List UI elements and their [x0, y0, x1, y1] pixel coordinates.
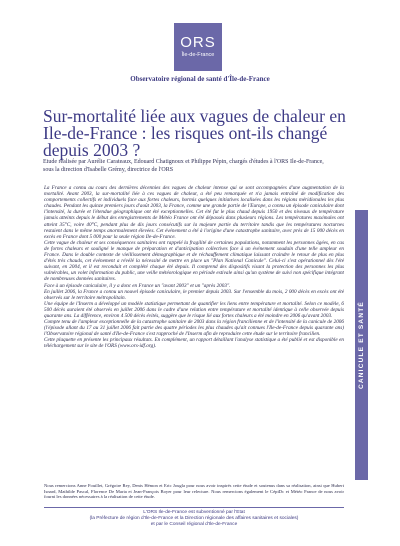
- logo-sub-text: Île-de-France: [181, 52, 215, 58]
- acknowledgements: Nous remercions Anne Fouillet, Grégoire Rey, Denis Hémon et Eric Jougla pour nous avoir inspirés cette étude et soutenus dans sa réalisation, ainsi que Hubert Isnard, Mathilde Pascal, Florence De Maria et Jean-François Boyer pour leur relecture. Nous remercions également le CépiDc et Météo France de nous avoir fourni les données nécessaires à la réalisation de cette étude.: [44, 483, 344, 500]
- footer-line-2: (la Préfecture de région d'Ile-de-France et la Direction régionale des affaires sanitaires et sociales): [89, 516, 299, 521]
- paragraph: La France a connu au cours des dernières décennies des vagues de chaleur intense qui se sont accompagnées d'une augmentation de la mortalité. Avant 2003, la sur-mortalité liée à ces vagues de chaleur, a été peu remarquée et n'a jamais entraîné de modification des comportements collectifs et individuels face aux fortes chaleurs, hormis quelques initiatives localisées dans les régions méridionales les plus chaudes. Pendant les quinze premiers jours d'août 2003, la France, comme une grande partie de l'Europe, a connu un épisode caniculaire dont l'intensité, la durée et l'étendue géographique ont été exceptionnelles. Cet été fut le plus chaud depuis 1950 et des niveaux de température jamais atteints depuis le début des enregistrements de Météo France ont été dépassés dans plusieurs régions. Les températures maximales ont atteint 35°C, voire 40°C, pendant plus de dix jours consécutifs sur la majeure partie du territoire tandis que les températures nocturnes restaient dans le même temps anormalement élevées. Cet événement a été à l'origine d'une catastrophe sanitaire, avec près de 15 000 décès en excès en France dont 5 000 pour la seule région Ile-de-France.: [44, 185, 344, 240]
- footer-line-1: L'ORS Ile-de-France est subventionné par l'Etat: [143, 510, 245, 515]
- footer: [44, 510, 344, 528]
- body-text: [44, 185, 344, 475]
- sidebar-label: CANICULE ET SANTÉ: [358, 301, 365, 389]
- paragraph: Compte tenu de l'ampleur exceptionnelle de la catastrophe sanitaire de 2003 dans la région francilienne et de l'intensité de la canicule de 2006 (l'épisode allant du 17 au 31 juillet 2006 fait partie des quatre périodes les plus chaudes qu'ait connues l'Ile-de-France depuis quarante ans) l'Observatoire régional de santé d'Ile-de-France s'est rapproché de l'Inserm afin de reproduire cette étude sur le territoire francilien.: [44, 319, 344, 338]
- observatory-name: Observatoire régional de santé d'Île-de-France: [130, 75, 270, 83]
- authors-line: Etude réalisée par Aurélie Carateaux, Edouard Chatignoux et Philippe Pépin, chargés d'études à l'ORS Ile-de-France, sous la direction d'Isabelle Grémy, directrice de l'ORS: [43, 159, 324, 173]
- paragraph: En juillet 2006, la France a connu un nouvel épisode caniculaire, le premier depuis 2003. Sur l'ensemble du mois, 2 000 décès en excès ont été observés sur le territoire métropolitain.: [44, 288, 344, 301]
- ors-logo: [174, 23, 222, 71]
- paragraph: Face à un épisode caniculaire, il y a donc en France un "avant 2003" et un "après 2003".: [44, 282, 231, 289]
- logo-main-text: ORS: [180, 34, 216, 51]
- page-title: Sur-mortalité liée aux vagues de chaleur en Ile-de-France : les risques ont-ils changé depuis 2003 ?: [43, 106, 346, 160]
- paragraph: Une équipe de l'Inserm a développé un modèle statistique permettant de quantifier les liens entre température et mortalité. Selon ce modèle, 6 500 décès auraient été observés en juillet 2006 dans le cadre d'une relation entre température et mortalité identique à celle observée depuis quarante ans. La différence, environ 4 500 décès évités, suggère que le risque lié aux fortes chaleurs a été moindre en 2006 qu'avant 2003.: [44, 300, 344, 319]
- footer-line-3: et par le Conseil régional d'Ile-de-France: [150, 522, 238, 527]
- paragraph: Cette plaquette en présente les principaux résultats. En complément, un rapport détaillant l'analyse statistique a été publié et est disponible en téléchargement sur le site de l'ORS (www.ors-idf.org).: [44, 337, 344, 350]
- paragraph: Cette vague de chaleur et ses conséquences sanitaires ont rappelé la fragilité de certaines populations, notamment les personnes âgées, en cas de fortes chaleurs et souligné le manque de préparation et d'anticipation collectives face à un événement soudain d'une telle ampleur en France. Dans le double contexte de vieillissement démographique et de réchauffement climatique laissant craindre le retour de plus en plus d'étés très chauds, cet événement a révélé la nécessité de mettre en place un "Plan National Canicule". Celui-ci s'est opérationnel dès l'été suivant, en 2004, et il est reconduit et complété chaque été depuis. Il comprend des dispositifs visant la protection des personnes les plus vulnérables, un volet information du public, une veille météorologique en période estivale ainsi qu'un système de suivi non spécifique intégrant de nombreuses données sanitaires.: [44, 239, 344, 283]
- footer-divider: [44, 507, 344, 508]
